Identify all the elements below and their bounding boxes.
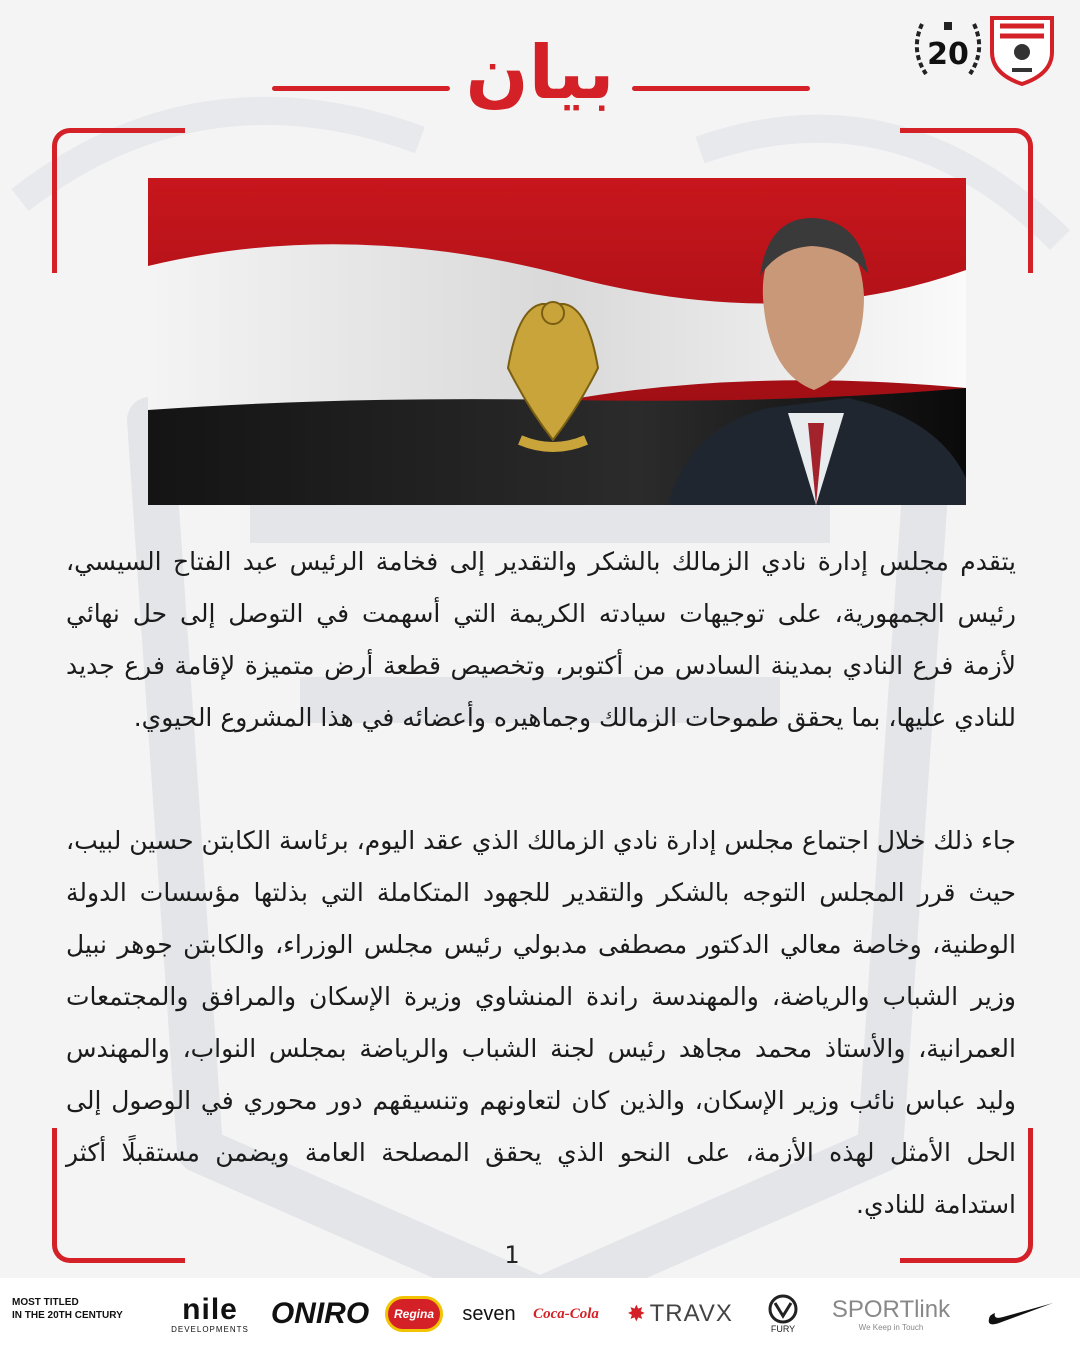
sponsor-sportlink-sub: We Keep in Touch (858, 1322, 924, 1332)
hero-image (148, 178, 966, 505)
title-underline-left (272, 86, 450, 91)
sponsor-nile-logo (160, 1292, 260, 1336)
sponsor-regina-name: Regina (385, 1296, 443, 1332)
sponsor-cocacola-logo (530, 1292, 602, 1336)
sponsor-travx-logo (610, 1292, 750, 1336)
footer-tagline: MOST TITLED IN THE 20TH CENTURY (12, 1297, 123, 1321)
header-logos (908, 12, 1060, 86)
title-underline-right (632, 86, 810, 91)
sponsor-sportlink-logo (818, 1292, 964, 1336)
sponsor-travx-icon: ✸ (627, 1301, 646, 1326)
sponsor-seven-logo (456, 1292, 522, 1336)
laurel-badge-logo (917, 22, 979, 74)
anniversary-badge: 20 (927, 37, 969, 72)
sponsor-seven-name: seven (462, 1302, 516, 1325)
zamalek-crest-logo (992, 18, 1052, 84)
sponsor-footer (0, 1278, 1080, 1350)
page-number: 1 (504, 1241, 520, 1269)
sponsor-sportlink-name: SPORTlink (831, 1295, 951, 1323)
sponsor-oniro-logo (268, 1292, 372, 1336)
nike-swoosh-icon (982, 1292, 1058, 1336)
sponsor-travx-name: TRAVX (649, 1300, 733, 1327)
sponsor-fury-logo (760, 1292, 806, 1336)
statement-paragraph-2: جاء ذلك خلال اجتماع مجلس إدارة نادي الزمالك الذي عقد اليوم، برئاسة الكابتن حسين لبيب، حيث قرر المجلس التوجه بالشكر والتقدير للجهود المتكاملة التي بذلتها مؤسسات الدولة الوطنية، وخاصة معالي الدكتور مصطفى مدبولي رئيس مجلس الوزراء، والكابتن جوهر نبيل وزير الشباب والرياضة، والمهندسة راندة المنشاوي وزيرة الإسكان والمرافق والمجتمعات العمرانية، والأستاذ محمد مجاهد رئيس لجنة الشباب والرياضة بمجلس النواب، والمهندس وليد عباس نائب وزير الإسكان، والذين كان لتعاونهم وتنسيقهم دور محوري في الوصول إلى الحل الأمثل لهذه الأزمة، على النحو الذي يحقق المصلحة العامة ويضمن مستقبلًا أكثر استدامة للنادي. (66, 826, 1016, 1219)
sponsor-fury-name: FURY (770, 1324, 796, 1334)
page-title: بيان (465, 30, 615, 116)
sponsor-nile-sub: DEVELOPMENTS (171, 1324, 249, 1334)
sponsor-cocacola-name: Coca-Cola (533, 1305, 599, 1322)
sponsor-regina-logo (384, 1292, 444, 1336)
sponsor-oniro-name: ONIRO (270, 1297, 370, 1330)
fury-emblem-icon (766, 1294, 800, 1324)
sponsor-nile-name: nile (182, 1292, 238, 1326)
statement-paragraph-1: يتقدم مجلس إدارة نادي الزمالك بالشكر والتقدير إلى فخامة الرئيس عبد الفتاح السيسي، رئيس الجمهورية، على توجيهات سيادته الكريمة التي أسهمت في التوصل إلى حل نهائي لأزمة فرع النادي بمدينة السادس من أكتوبر، وتخصيص قطعة أرض متميزة لإقامة فرع جديد للنادي عليها، بما يحقق طموحات الزمالك وجماهيره وأعضائه في هذا المشروع الحيوي. (66, 547, 1016, 732)
